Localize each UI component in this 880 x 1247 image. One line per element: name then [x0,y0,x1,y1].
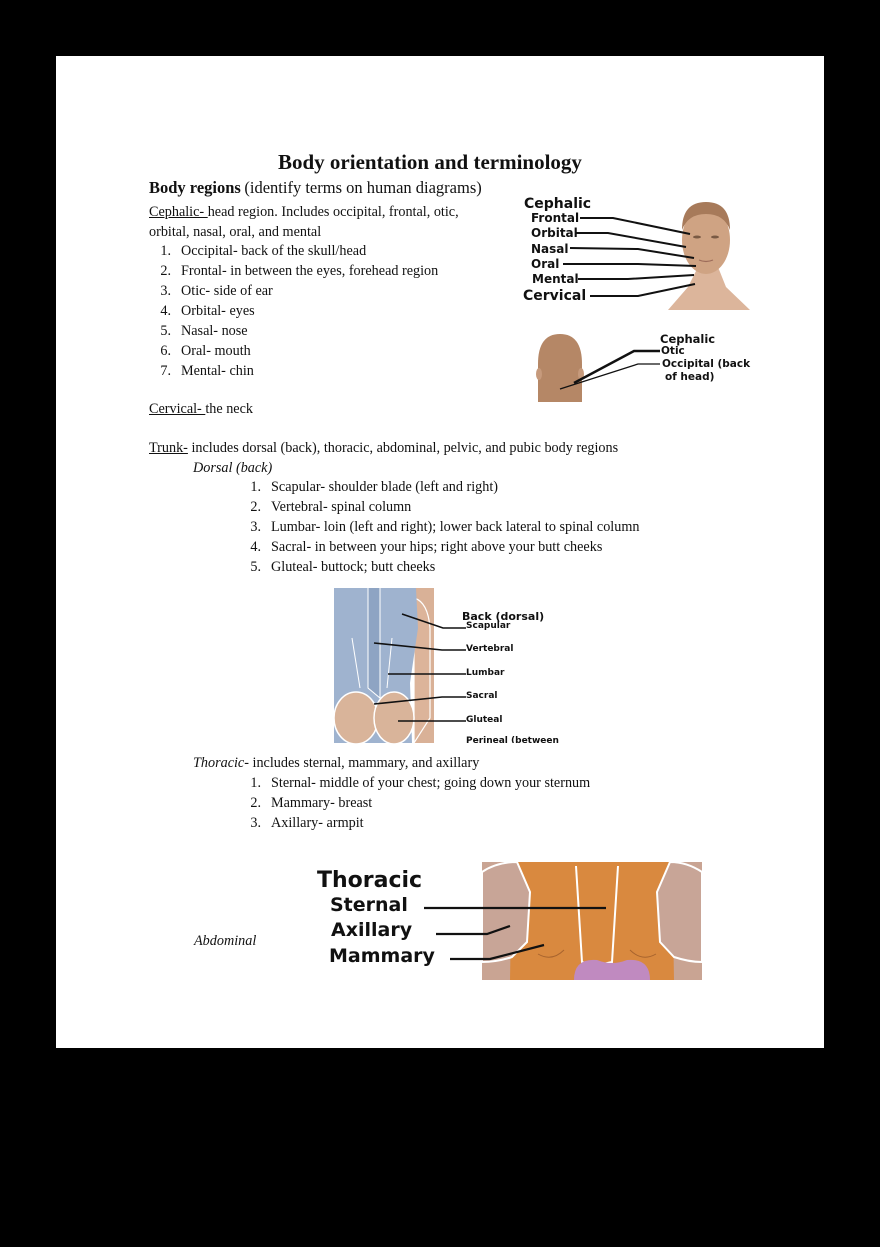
head-back-heading-label: Cephalic [660,332,716,346]
head-back-diagram [530,324,760,404]
thoracic-label-mammary: Mammary [329,945,435,967]
face-label-nasal: Nasal [531,242,569,256]
thoracic-diagram [312,862,704,982]
head-back-label-otic: Otic [661,345,685,357]
face-footer-label: Cervical [523,288,587,304]
thoracic-definition [193,753,479,773]
back-label-perineal: Perineal (between [466,736,559,743]
cervical-desc: the neck [205,401,253,417]
head-back-label-occipital: Occipital (back [662,358,751,370]
list-item: 3. Otic- side of ear [160,283,273,299]
list-item: 1. Sternal- middle of your chest; going down your sternum [250,775,591,791]
trunk-desc: includes dorsal (back), thoracic, abdominal, pelvic, and pubic body regions [187,440,619,456]
face-label-oral: Oral [531,257,560,271]
abdominal-heading: Abdominal [194,933,257,949]
trunk-definition [149,438,618,458]
cephalic-term: Cephalic- [149,204,208,220]
back-label-scapular: Scapular [466,621,511,631]
thoracic-term: Thoracic [193,755,245,771]
dorsal-list [238,477,639,577]
list-item: 2. Vertebral- spinal column [250,499,412,515]
list-item: 7. Mental- chin [160,363,254,379]
face-heading-label: Cephalic [524,196,592,212]
list-item: 1. Scapular- shoulder blade (left and right) [250,479,499,495]
back-label-vertebral: Vertebral [466,644,514,654]
cervical-definition [149,399,253,419]
body-regions-subtitle: (identify terms on human diagrams) [244,178,482,197]
list-item: 2. Frontal- in between the eyes, forehead region [160,263,439,279]
cephalic-desc: head region. Includes occipital, frontal, otic, [207,204,459,220]
list-item: 5. Nasal- nose [160,323,248,339]
cephalic-definition [149,202,459,222]
face-label-mental: Mental [532,272,579,286]
list-item: 4. Orbital- eyes [160,303,255,319]
cervical-term: Cervical- [149,401,206,417]
list-item: 6. Oral- mouth [160,343,251,359]
body-regions-heading [149,178,482,199]
page-title: Body orientation and terminology [278,150,582,174]
list-item: 2. Mammary- breast [250,795,373,811]
cephalic-list [148,241,438,381]
face-diagram [518,192,754,312]
document-page [56,56,824,1048]
thoracic-heading-label: Thoracic [317,868,423,893]
list-item: 1. Occipital- back of the skull/head [160,243,367,259]
face-label-frontal: Frontal [531,211,580,225]
thoracic-list [238,773,590,833]
back-heading-label: Back (dorsal) [462,610,545,623]
cephalic-desc-line2: orbital, nasal, oral, and mental [149,224,322,240]
list-item: 4. Sacral- in between your hips; right above your butt cheeks [250,539,603,555]
back-label-gluteal: Gluteal [466,715,503,725]
thoracic-label-axillary: Axillary [331,919,413,941]
list-item: 3. Axillary- armpit [250,815,364,831]
thoracic-label-sternal: Sternal [330,894,408,916]
body-regions-label: Body regions [149,178,241,197]
head-back-label-of-head: of head) [665,371,715,383]
back-dorsal-diagram [332,588,557,744]
list-item: 5. Gluteal- buttock; butt cheeks [250,559,436,575]
list-item: 3. Lumbar- loin (left and right); lower back lateral to spinal column [250,519,640,535]
back-label-lumbar: Lumbar [466,668,505,678]
back-label-sacral: Sacral [466,691,498,701]
dorsal-heading: Dorsal (back) [193,460,273,476]
thoracic-desc: - includes sternal, mammary, and axillary [244,755,480,771]
trunk-term: Trunk- [149,440,188,456]
face-label-orbital: Orbital [531,226,578,240]
